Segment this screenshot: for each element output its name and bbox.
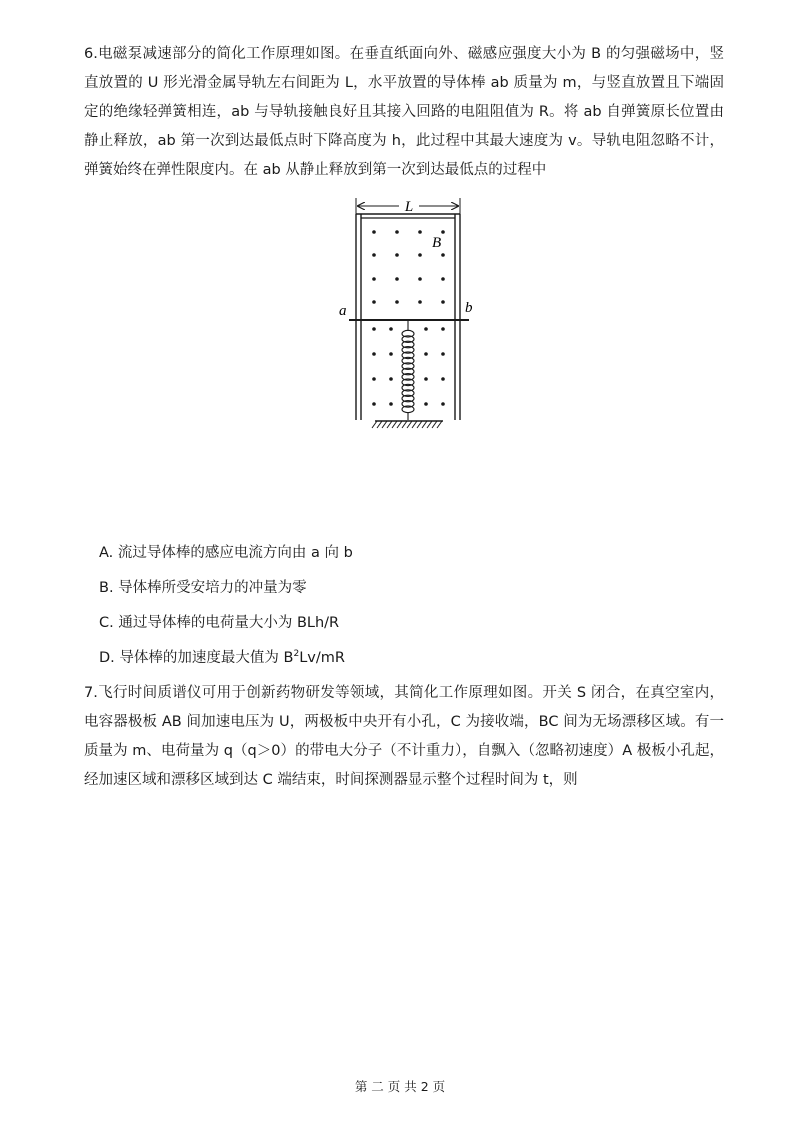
field-dot — [389, 352, 393, 356]
rail-spring-figure — [335, 192, 485, 432]
question-7-stem: 飞行时间质谱仪可用于创新药物研发等领域，其简化工作原理如图。开关 S 闭合，在真空室内，电容器极板 AB 间加速电压为 U，两极板中央开有小孔，C 为接收端，BC 间为无场漂移区域。有一质量为 m、电荷量为 q（q＞0）的带电大分子（不计重力），自飘入（忽略初速度）A 极板小孔起，经加速区域和漂移区域到达 C 端结束，时间探测器显示整个过程时间为 t，则 — [84, 685, 724, 788]
label-b: b — [465, 300, 473, 316]
label-B: B — [432, 235, 442, 251]
field-dot — [441, 253, 445, 257]
option-d[interactable] — [99, 643, 719, 678]
hatch-line — [397, 421, 402, 428]
option-b-text: B. 导体棒所受安培力的冲量为零 — [99, 580, 307, 596]
field-dot — [441, 300, 445, 304]
field-dot — [441, 377, 445, 381]
hatch-line — [437, 421, 442, 428]
field-dot — [418, 230, 422, 234]
field-dot — [395, 230, 399, 234]
field-dot — [424, 327, 428, 331]
rail-spring-diagram — [335, 192, 485, 432]
field-dot — [418, 277, 422, 281]
hatch-line — [432, 421, 437, 428]
hatch-line — [402, 421, 407, 428]
question-6-options — [99, 538, 719, 678]
field-dot — [424, 377, 428, 381]
field-dot — [372, 300, 376, 304]
field-dot — [372, 230, 376, 234]
field-dot — [372, 377, 376, 381]
field-dot — [372, 327, 376, 331]
field-dot — [418, 300, 422, 304]
ground — [372, 421, 443, 428]
hatch-line — [372, 421, 377, 428]
option-c-text: C. 通过导体棒的电荷量大小为 BLh/R — [99, 615, 340, 631]
spring — [402, 321, 414, 420]
field-dot — [418, 253, 422, 257]
hatch-line — [382, 421, 387, 428]
hatch-line — [377, 421, 382, 428]
field-dot — [441, 327, 445, 331]
field-dot — [372, 352, 376, 356]
option-a-text: A. 流过导体棒的感应电流方向由 a 向 b — [99, 545, 353, 561]
field-dot — [441, 352, 445, 356]
field-dot — [372, 253, 376, 257]
option-a[interactable] — [99, 538, 719, 573]
question-6 — [84, 40, 724, 185]
hatch-line — [417, 421, 422, 428]
field-dot — [395, 300, 399, 304]
option-d-superscript: 2 — [293, 649, 300, 660]
hatch-line — [392, 421, 397, 428]
option-d-text-post: Lv/mR — [299, 650, 345, 666]
hatch-line — [387, 421, 392, 428]
ground-hatching — [372, 421, 442, 428]
hatch-line — [422, 421, 427, 428]
field-dot — [441, 402, 445, 406]
field-dot — [441, 230, 445, 234]
label-a: a — [339, 303, 347, 319]
hatch-line — [407, 421, 412, 428]
field-dot — [389, 327, 393, 331]
option-c[interactable] — [99, 608, 719, 643]
hatch-line — [427, 421, 432, 428]
field-dot — [372, 277, 376, 281]
field-dot — [389, 402, 393, 406]
field-dot — [395, 253, 399, 257]
option-b[interactable] — [99, 573, 719, 608]
question-6-stem: 电磁泵减速部分的简化工作原理如图。在垂直纸面向外、磁感应强度大小为 B 的匀强磁场中，竖直放置的 U 形光滑金属导轨左右间距为 L，水平放置的导体棒 ab 质量为 m，与竖直放置且下端固定的绝缘轻弹簧相连，ab 与导轨接触良好且其接入回路的电阻阻值为 R。将 ab 自弹簧原长位置由静止释放，ab 第一次到达最低点时下降高度为 h，此过程中其最大速度为 v。导轨电阻忽略不计，弹簧始终在弹性限度内。在 ab 从静止释放到第一次到达最低点的过程中 — [84, 46, 724, 178]
question-7 — [84, 679, 724, 795]
option-d-text-pre: D. 导体棒的加速度最大值为 B — [99, 650, 294, 666]
label-L: L — [404, 199, 414, 215]
width-dimension — [356, 198, 460, 215]
u-rail — [356, 214, 460, 420]
question-6-number: 6. — [84, 46, 98, 62]
field-dot — [372, 402, 376, 406]
field-dot — [395, 277, 399, 281]
page-footer-text: 第 二 页 共 2 页 — [354, 1079, 446, 1094]
page-footer — [0, 1077, 800, 1095]
field-dot — [424, 402, 428, 406]
field-dot — [389, 377, 393, 381]
hatch-line — [412, 421, 417, 428]
question-7-number: 7. — [84, 685, 98, 701]
field-dot — [424, 352, 428, 356]
field-dot — [441, 277, 445, 281]
